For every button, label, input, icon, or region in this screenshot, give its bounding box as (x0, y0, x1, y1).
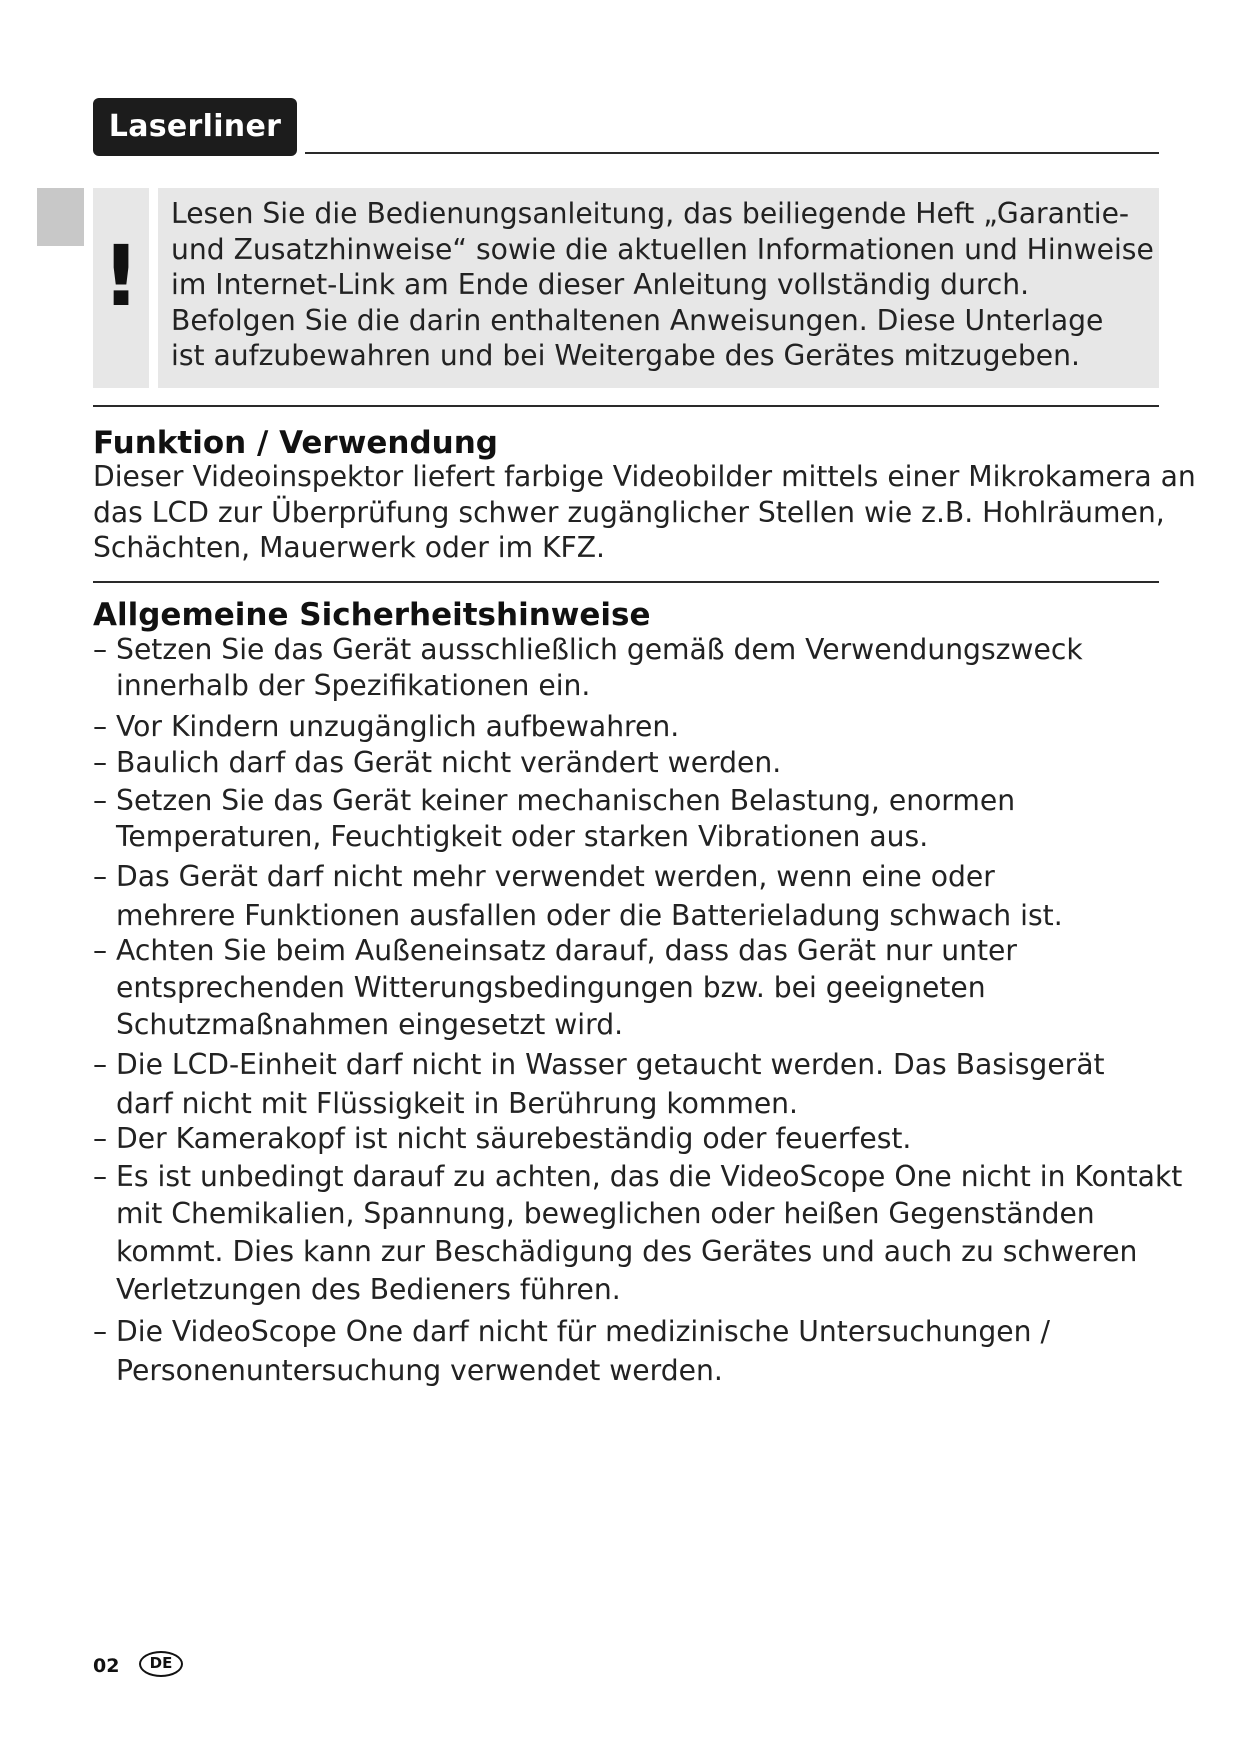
list-item (93, 745, 1173, 781)
header-rule (305, 152, 1159, 154)
list-item-line: – Setzen Sie das Gerät ausschließlich gemäß dem Verwendungszweck (93, 633, 1083, 666)
list-item-line: kommt. Dies kann zur Beschädigung des Gerätes und auch zu schweren (116, 1235, 1138, 1268)
list-item-line: mit Chemikalien, Spannung, beweglichen oder heißen Gegenständen (116, 1196, 1095, 1230)
list-item-line: Temperaturen, Feuchtigkeit oder starken Vibrationen aus. (116, 819, 929, 853)
language-badge: DE (139, 1651, 183, 1677)
chapter-tab-marker (37, 188, 84, 246)
section-divider (93, 405, 1159, 407)
list-item (93, 1121, 1173, 1157)
list-item-line: entsprechenden Witterungsbedingungen bzw. bei geeigneten (116, 970, 986, 1004)
list-item-line: – Baulich darf das Gerät nicht verändert werden. (93, 746, 782, 779)
notice-line: und Zusatzhinweise“ sowie die aktuellen Informationen und Hinweise (171, 232, 1154, 266)
list-item-line: – Das Gerät darf nicht mehr verwendet werden, wenn eine oder (93, 860, 995, 893)
notice-icon-box (93, 188, 149, 388)
list-item (93, 858, 1173, 935)
list-item (93, 783, 1173, 854)
list-item-line: Verletzungen des Bedieners führen. (116, 1272, 621, 1306)
list-item-line: mehrere Funktionen ausfallen oder die Batterieladung schwach ist. (116, 898, 1063, 932)
laserliner-logo: Laserliner (93, 98, 297, 156)
function-paragraph (93, 459, 1196, 566)
list-item-line: Personenuntersuchung verwendet werden. (116, 1353, 723, 1387)
list-item (93, 632, 1173, 703)
page-number: 02 (93, 1655, 120, 1677)
notice-line: Lesen Sie die Bedienungsanleitung, das beiliegende Heft „Garantie- (171, 197, 1130, 230)
list-item (93, 709, 1173, 745)
list-item-line: – Es ist unbedingt darauf zu achten, das die VideoScope One nicht in Kontakt (93, 1160, 1183, 1193)
notice-line: im Internet-Link am Ende dieser Anleitung vollständig durch. (171, 268, 1030, 301)
list-item (93, 933, 1173, 1043)
list-item-line: innerhalb der Spezifikationen ein. (116, 668, 591, 702)
section-divider (93, 581, 1159, 583)
list-item (93, 1046, 1173, 1123)
list-item-line: – Vor Kindern unzugänglich aufbewahren. (93, 710, 680, 743)
list-item-line: – Der Kamerakopf ist nicht säurebeständig oder feuerfest. (93, 1122, 912, 1155)
list-item-line: – Die VideoScope One darf nicht für medizinische Untersuchungen / (93, 1315, 1050, 1348)
list-item-line: – Achten Sie beim Außeneinsatz darauf, dass das Gerät nur unter (93, 934, 1017, 967)
safety-heading: Allgemeine Sicherheitshinweise (93, 597, 651, 633)
paragraph-line: Dieser Videoinspektor liefert farbige Videobilder mittels einer Mikrokamera an (93, 460, 1196, 493)
function-heading: Funktion / Verwendung (93, 425, 498, 461)
notice-line: ist aufzubewahren und bei Weitergabe des Gerätes mitzugeben. (171, 339, 1080, 372)
list-item-line: Schutzmaßnahmen eingesetzt wird. (116, 1008, 624, 1041)
paragraph-line: Schächten, Mauerwerk oder im KFZ. (93, 531, 605, 564)
exclamation-icon: ! (101, 227, 141, 325)
list-item-line: – Setzen Sie das Gerät keiner mechanischen Belastung, enormen (93, 784, 1016, 817)
notice-line: Befolgen Sie die darin enthaltenen Anweisungen. Diese Unterlage (171, 303, 1104, 337)
list-item-line: – Die LCD-Einheit darf nicht in Wasser getaucht werden. Das Basisgerät (93, 1048, 1105, 1081)
list-item (93, 1313, 1173, 1390)
notice-box (158, 188, 1159, 388)
list-item-line: darf nicht mit Flüssigkeit in Berührung kommen. (116, 1086, 798, 1120)
paragraph-line: das LCD zur Überprüfung schwer zugänglicher Stellen wie z.B. Hohlräumen, (93, 495, 1165, 529)
list-item (93, 1159, 1183, 1307)
